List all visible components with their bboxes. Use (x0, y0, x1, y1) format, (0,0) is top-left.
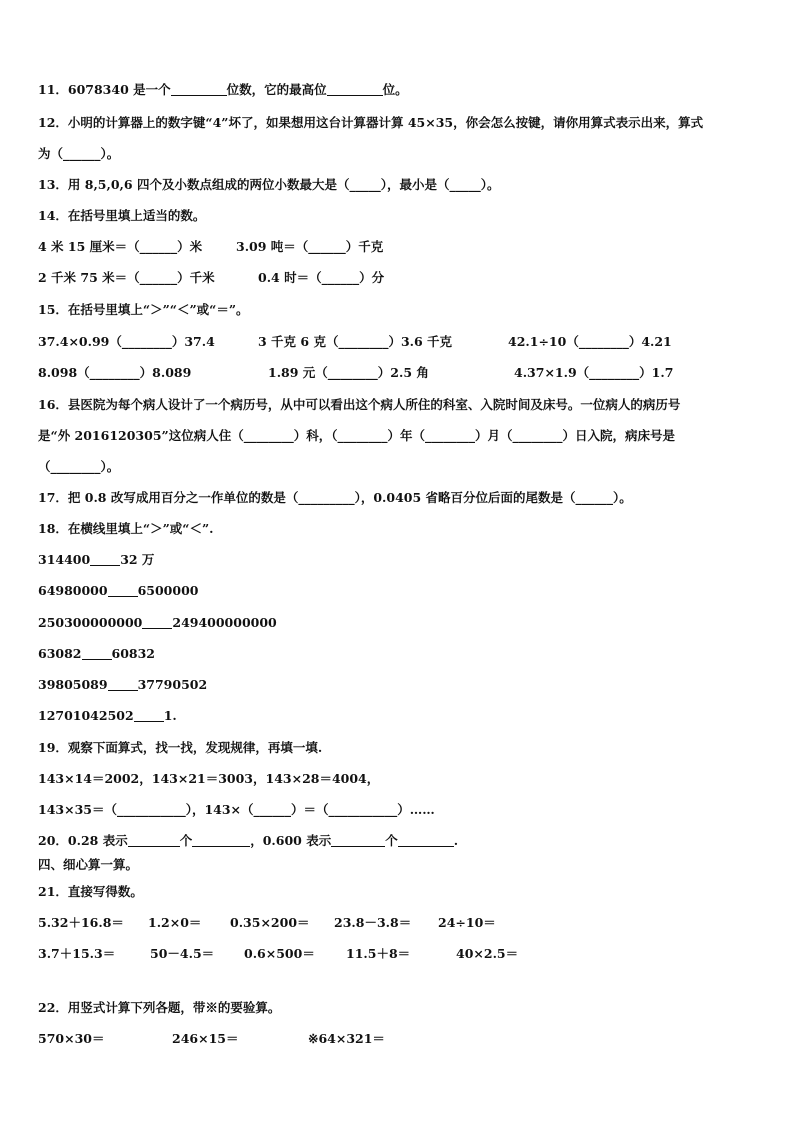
question-16-line-3: （________）。 (38, 459, 120, 474)
q21-item: 0.6×500＝ (244, 946, 315, 961)
question-19-line-1: 143×14＝2002，143×21＝3003，143×28＝4004， (38, 771, 380, 786)
answer-blank[interactable] (192, 834, 250, 847)
q18-left-number: 63082 (38, 646, 82, 661)
question-19-line-2: 143×35＝（___________），143×（______）＝（___________）…… (38, 802, 435, 817)
q18-item (38, 583, 198, 599)
q18-right-number: 1. (163, 708, 177, 723)
q22-item: ※64×321＝ (308, 1031, 385, 1046)
q22-item: 570×30＝ (38, 1031, 105, 1046)
q15-item: 4.37×1.9（________）1.7 (514, 365, 674, 380)
question-15-title: 15．在括号里填上“＞”“＜”或“＝”。 (38, 302, 249, 317)
q18-left-number: 12701042502 (38, 708, 134, 723)
q18-right-number: 37790502 (137, 677, 208, 692)
q15-item: 8.098（________）8.089 (38, 365, 192, 380)
question-16-line-1: 16．县医院为每个病人设计了一个病历号，从中可以看出这个病人所住的科室、入院时间及床号。一位病人的病历号 (38, 397, 681, 412)
answer-blank[interactable] (331, 834, 385, 847)
question-11 (38, 82, 408, 98)
q18-left-number: 314400 (38, 552, 91, 567)
q18-right-number: 6500000 (137, 583, 199, 598)
answer-blank[interactable] (108, 678, 138, 691)
section-heading: 四、细心算一算。 (38, 857, 139, 872)
q11-text-b: 位数，它的最高位 (226, 82, 327, 97)
q21-item: 23.8－3.8＝ (334, 915, 412, 930)
q14-item: 3.09 吨＝（______）千克 (236, 239, 384, 254)
question-12-line-1: 12．小明的计算器上的数字键“4”坏了，如果想用这台计算器计算 45×35，你会怎么按键，请你用算式表示出来，算式 (38, 115, 704, 130)
q21-item: 0.35×200＝ (230, 915, 310, 930)
q18-item (38, 615, 277, 631)
q21-item: 40×2.5＝ (456, 946, 519, 961)
answer-blank[interactable] (90, 553, 120, 566)
q11-text-c: 位。 (382, 82, 408, 97)
q21-item: 1.2×0＝ (148, 915, 202, 930)
answer-blank[interactable] (142, 616, 172, 629)
question-16-line-2: 是“外 2016120305”这位病人住（________）科，（________）年（________）月（________）日入院，病床号是 (38, 428, 675, 443)
q11-text-a: 11．6078340 是一个 (38, 82, 171, 97)
q18-item (38, 708, 177, 724)
q18-left-number: 64980000 (38, 583, 108, 598)
answer-blank[interactable] (134, 709, 164, 722)
q18-left-number: 39805089 (38, 677, 108, 692)
q20-text: 个 (179, 833, 193, 848)
answer-blank[interactable] (398, 834, 454, 847)
answer-blank[interactable] (327, 83, 383, 96)
q21-item: 24÷10＝ (438, 915, 496, 930)
answer-blank[interactable] (82, 647, 112, 660)
question-13: 13．用 8,5,0,6 四个及小数点组成的两位小数最大是（_____），最小是（_____）。 (38, 177, 500, 192)
q18-right-number: 60832 (111, 646, 155, 661)
q20-text: 20．0.28 表示 (38, 833, 128, 848)
q15-item: 42.1÷10（________）4.21 (508, 334, 672, 349)
q15-item: 37.4×0.99（________）37.4 (38, 334, 215, 349)
question-12-line-2: 为（______）。 (38, 146, 120, 161)
q15-item: 1.89 元（________）2.5 角 (268, 365, 429, 380)
q18-right-number: 32 万 (120, 552, 155, 567)
answer-blank[interactable] (128, 834, 180, 847)
q21-item: 11.5＋8＝ (346, 946, 411, 961)
q14-item: 4 米 15 厘米＝（______）米 (38, 239, 203, 254)
question-22-title: 22．用竖式计算下列各题，带※的要验算。 (38, 1000, 281, 1015)
question-21-title: 21．直接写得数。 (38, 884, 143, 899)
answer-blank[interactable] (171, 83, 227, 96)
q20-text: 个 (385, 833, 398, 848)
q14-item: 2 千米 75 米＝（______）千米 (38, 270, 215, 285)
q20-text: ，0.600 表示 (250, 833, 332, 848)
q18-left-number: 250300000000 (38, 615, 143, 630)
question-17: 17．把 0.8 改写成用百分之一作单位的数是（_________），0.0405 省略百分位后面的尾数是（______）。 (38, 490, 632, 505)
q20-text: . (453, 833, 459, 848)
q14-item: 0.4 时＝（______）分 (258, 270, 385, 285)
answer-blank[interactable] (108, 584, 138, 597)
q18-right-number: 249400000000 (172, 615, 277, 630)
q18-item (38, 677, 207, 693)
question-20 (38, 833, 458, 849)
question-14-title: 14．在括号里填上适当的数。 (38, 208, 206, 223)
q18-item (38, 646, 155, 662)
question-18-title: 18．在横线里填上“＞”或“＜”. (38, 521, 214, 536)
q15-item: 3 千克 6 克（________）3.6 千克 (258, 334, 453, 349)
q21-item: 5.32＋16.8＝ (38, 915, 124, 930)
question-19-title: 19．观察下面算式，找一找，发现规律，再填一填. (38, 740, 323, 755)
q21-item: 3.7＋15.3＝ (38, 946, 116, 961)
q21-item: 50－4.5＝ (150, 946, 215, 961)
q22-item: 246×15＝ (172, 1031, 239, 1046)
q18-item (38, 552, 154, 568)
